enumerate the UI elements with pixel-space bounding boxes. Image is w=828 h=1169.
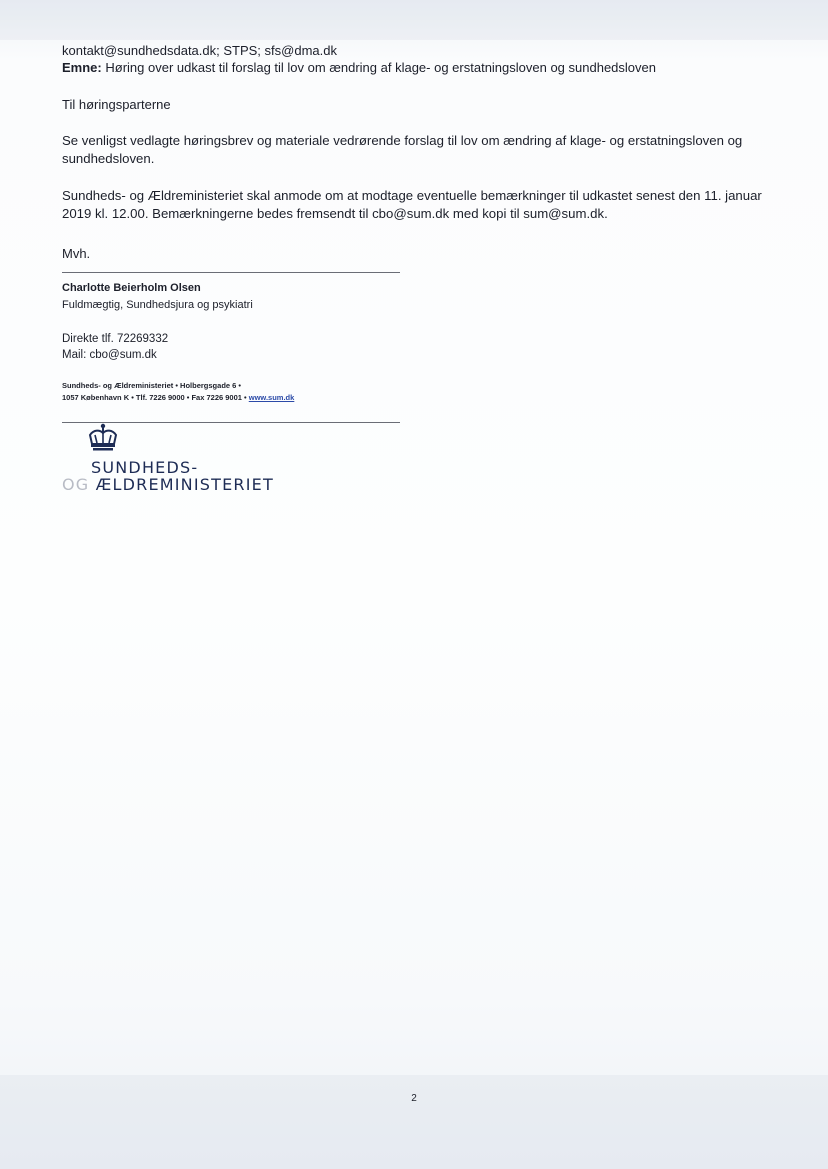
ministry-address-line-1: Sundheds- og Ældreministeriet • Holbergsgade 6 •: [62, 381, 242, 390]
scan-shadow-top: [0, 0, 828, 40]
subject-label: Emne:: [62, 60, 102, 75]
logo-og-text: OG: [62, 475, 90, 494]
email-to-line: kontakt@sundhedsdata.dk; STPS; sfs@dma.dk: [62, 43, 337, 58]
crown-icon: [86, 423, 120, 453]
signature-divider-top: [62, 272, 400, 273]
ministry-website-link[interactable]: www.sum.dk: [248, 393, 295, 402]
signature-name: Charlotte Beierholm Olsen: [62, 282, 201, 294]
greeting: Til høringsparterne: [62, 97, 171, 112]
ministry-address-text: 1057 København K • Tlf. 7226 9000 • Fax 7226 9001 •: [62, 393, 247, 402]
logo-ministry-text: ÆLDREMINISTERIET: [95, 475, 274, 494]
signature-mail: Mail: cbo@sum.dk: [62, 349, 157, 361]
paragraph-1: Se venligst vedlagte høringsbrev og materiale vedrørende forslag til lov om ændring af klage- og erstatningsloven og sundhedsloven.: [62, 133, 743, 166]
email-subject-line: [62, 59, 656, 76]
closing: Mvh.: [62, 246, 91, 261]
scan-shadow-bottom: [0, 1075, 828, 1169]
paragraph-2: Sundheds- og Ældreministeriet skal anmode om at modtage eventuelle bemærkninger til udkastet senest den 11. januar 2019 kl. 12.00. Bemærkningerne bedes fremsendt til cbo@sum.dk med kopi til sum@sum.dk.: [62, 188, 762, 221]
page-number: 2: [411, 1093, 417, 1104]
signature-phone: Direkte tlf. 72269332: [62, 333, 169, 345]
ministry-address-line-2: [62, 393, 294, 403]
signature-title: Fuldmægtig, Sundhedsjura og psykiatri: [62, 299, 253, 311]
logo-text-line-2: [62, 475, 274, 494]
logo-text-line-1: SUNDHEDS-: [91, 458, 199, 477]
subject-text: Høring over udkast til forslag til lov om ændring af klage- og erstatningsloven og sundhedsloven: [105, 60, 656, 75]
